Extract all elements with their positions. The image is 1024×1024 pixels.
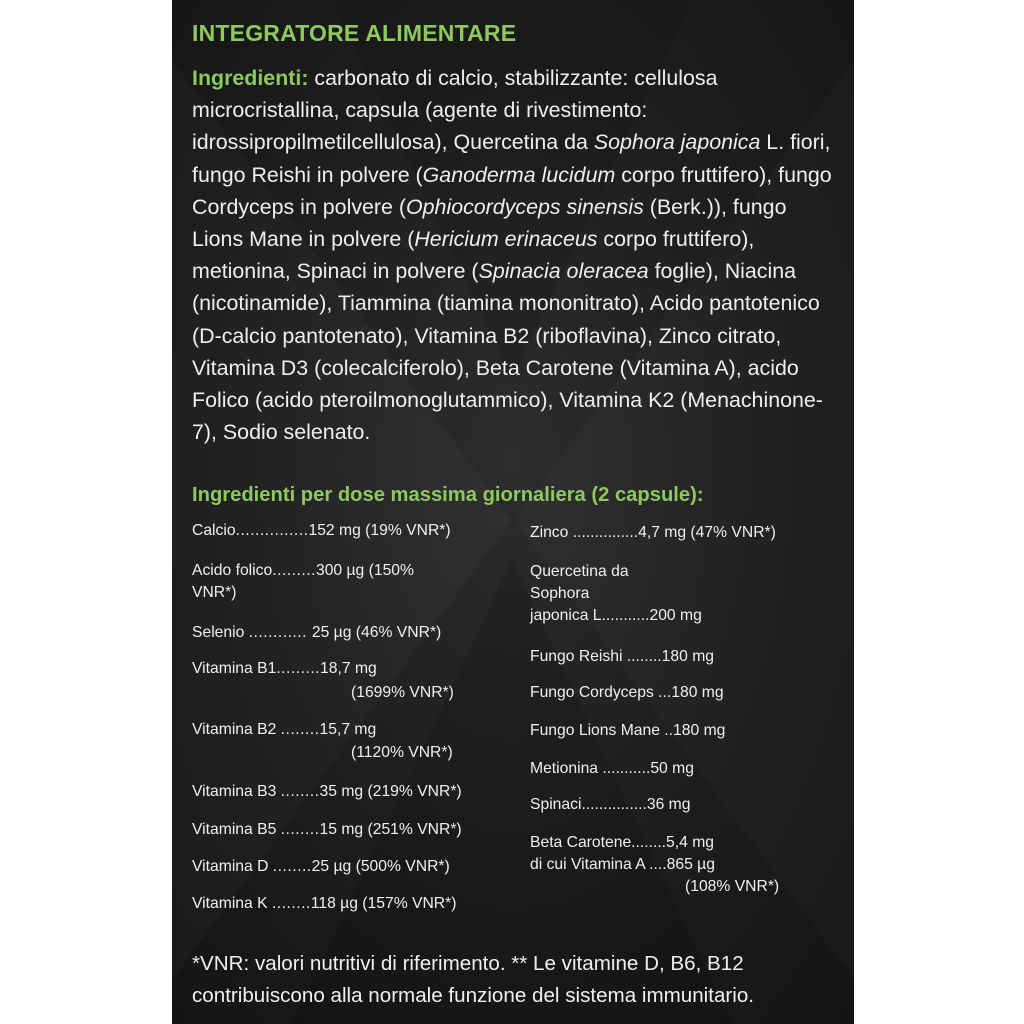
ingredients-text: carbonato di calcio, stabilizzante: cellulosa microcristallina, capsula (agente di rivestimento: idrossipropilmetilcellulosa), Quercetina da <box>192 66 718 155</box>
footnote: *VNR: valori nutritivi di riferimento. ** Le vitamine D, B6, B12 contribuiscono alla normale funzione del sistema immunitario. <box>192 952 755 1007</box>
nutrient-name: Beta Carotene........ <box>530 834 667 851</box>
nutrient-value: 4,7 mg (47% VNR*) <box>638 524 776 541</box>
latin-name: Ophiocordyceps sinensis <box>406 194 644 219</box>
nutrient-row <box>192 781 462 803</box>
nutrient-value: 15 mg (251% VNR*) <box>319 821 462 838</box>
nutrient-value: 25 µg (46% VNR*) <box>311 624 442 641</box>
ingredients-text: foglie), Niacina (nicotinamide), Tiammina (tiamina mononitrato), Acido pantotenico (D-calcio pantotenato), Vitamina B2 (riboflavina), Zinco citrato, Vitamina D3 (colecalciferolo), Beta Carotene (Vitamina A), acido Folico (acido pteroilmonoglutammico), Vitamina K2 (Menachinone-7), Sodio selenato. <box>192 259 823 445</box>
ingredients-text: corpo fruttifero), metionina, Spinaci in polvere ( <box>192 227 755 284</box>
nutrient-value: 5,4 mg <box>666 834 715 851</box>
latin-name: Spinacia oleracea <box>478 259 649 284</box>
ingredients-text: (Berk.)), fungo Lions Mane in polvere ( <box>192 194 787 252</box>
label-panel <box>172 0 854 1024</box>
nutrient-value: 35 mg (219% VNR*) <box>319 783 462 800</box>
nutrient-name: japonica L........... <box>530 607 650 624</box>
latin-name: Ganoderma lucidum <box>422 162 616 187</box>
nutrient-value-cont: (1699% VNR*) <box>351 684 454 701</box>
nutrient-value: 180 mg <box>673 722 726 739</box>
nutrient-name: Calcio <box>192 522 236 539</box>
leader-dots: ........ <box>280 821 320 838</box>
nutrient-name: Zinco ............... <box>530 524 639 541</box>
nutrient-value: 200 mg <box>649 607 702 624</box>
nutrient-row <box>192 520 451 542</box>
nutrient-name: Vitamina K <box>192 895 272 912</box>
ingredients-text: corpo fruttifero), fungo Cordyceps in polvere ( <box>192 162 832 219</box>
nutrient-row <box>192 719 376 741</box>
nutrient-name: Vitamina B2 <box>192 721 281 738</box>
nutrient-value: 865 µg <box>666 856 715 873</box>
nutrient-row <box>530 720 725 742</box>
nutrient-name: Vitamina B1 <box>192 660 277 677</box>
leader-dots: ............ <box>248 624 312 641</box>
nutrient-value-cont: (108% VNR*) <box>685 878 780 895</box>
nutrient-value: 118 µg (157% VNR*) <box>310 895 457 912</box>
nutrient-value: 300 µg (150% <box>315 562 414 579</box>
nutrient-name: Fungo Cordyceps ... <box>530 684 672 701</box>
nutrient-row <box>530 522 776 544</box>
nutrient-value: 152 mg (19% VNR*) <box>308 522 451 539</box>
leader-dots: ......... <box>272 562 316 579</box>
nutrient-value: 25 µg (500% VNR*) <box>311 858 450 875</box>
nutrient-value: 15,7 mg <box>319 721 377 738</box>
nutrient-row <box>192 893 456 915</box>
nutrient-row <box>530 646 714 668</box>
nutrient-row <box>530 832 779 898</box>
ingredients-paragraph <box>192 62 838 448</box>
latin-name: Hericium erinaceus <box>414 227 598 252</box>
nutrient-name: Vitamina D <box>192 858 273 875</box>
nutrient-name: Sophora <box>530 585 590 602</box>
nutrient-name: di cui Vitamina A .... <box>530 856 667 873</box>
leader-dots: ........ <box>280 721 320 738</box>
nutrient-name: Fungo Reishi ........ <box>530 648 662 665</box>
leader-dots: ........ <box>280 783 320 800</box>
ingredients-text: L. fiori, fungo Reishi in polvere ( <box>192 130 831 187</box>
nutrient-row <box>530 794 690 816</box>
nutrient-row <box>530 682 724 704</box>
nutrient-name: Spinaci............... <box>530 796 647 813</box>
dose-heading: Ingredienti per dose massima giornaliera (2 capsule): <box>192 484 704 506</box>
nutrient-name: Vitamina B5 <box>192 821 281 838</box>
nutrient-name: Selenio <box>192 624 249 641</box>
product-type-heading: INTEGRATORE ALIMENTARE <box>192 20 517 46</box>
nutrient-value: 180 mg <box>671 684 724 701</box>
nutrient-value: 180 mg <box>661 648 714 665</box>
leader-dots: ........ <box>272 858 312 875</box>
leader-dots: ........ <box>271 895 311 912</box>
nutrient-value-cont: (1120% VNR*) <box>351 744 453 761</box>
nutrient-row <box>192 819 462 841</box>
nutrient-row <box>192 658 377 680</box>
latin-name: Sophora japonica <box>593 130 761 155</box>
nutrient-value: 18,7 mg <box>320 660 377 677</box>
nutrient-name: Fungo Lions Mane .. <box>530 722 674 739</box>
leader-dots: ............... <box>235 522 309 539</box>
nutrient-name: Quercetina da <box>530 563 629 580</box>
nutrient-row <box>530 758 694 780</box>
nutrient-row <box>530 561 702 627</box>
nutrient-name: Acido folico <box>192 562 273 579</box>
nutrient-row <box>192 856 450 878</box>
nutrient-value: 36 mg <box>646 796 691 813</box>
nutrient-row <box>192 622 441 644</box>
nutrient-value-cont: VNR*) <box>192 584 237 601</box>
leader-dots: ......... <box>276 660 321 677</box>
ingredients-label: Ingredienti: <box>192 66 309 90</box>
nutrient-row <box>192 560 414 604</box>
nutrient-name: Vitamina B3 <box>192 783 281 800</box>
nutrient-name: Metionina ........... <box>530 760 651 777</box>
nutrient-value: 50 mg <box>650 760 694 777</box>
